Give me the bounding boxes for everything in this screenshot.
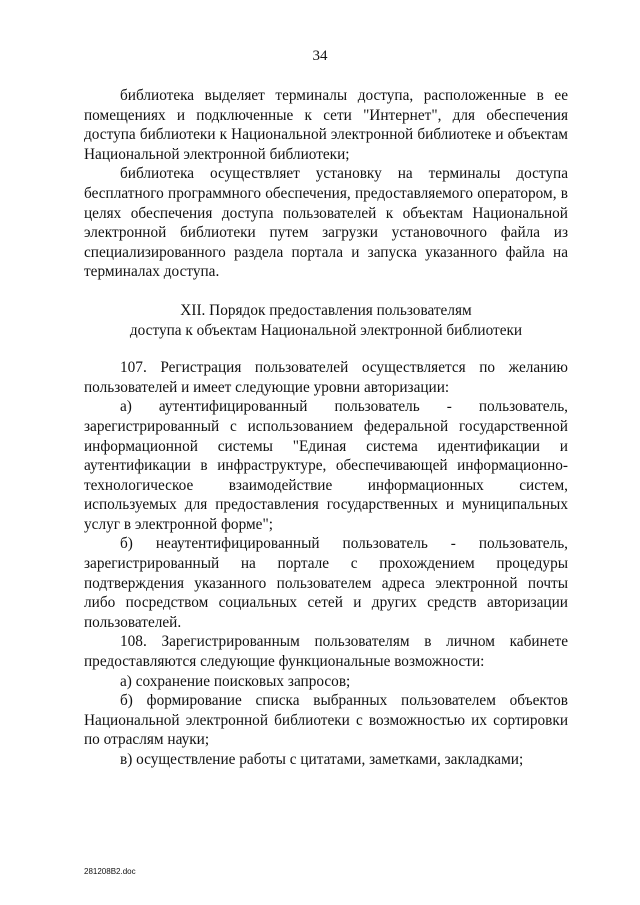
section-title-line-1: XII. Порядок предоставления пользователям (180, 301, 472, 319)
paragraph-108-a: а) сохранение поисковых запросов; (120, 672, 351, 690)
paragraph-108-c: в) осуществление работы с цитатами, заметками, закладками; (120, 751, 524, 768)
paragraph-107-a: а) аутентифицированный пользователь - пользователь, зарегистрированный с использованием федеральной государственной информационной системы "Единая система идентификации и аутентификации в инфраструктуре, обеспечивающей информационно-технологическое взаимодействие информационных систем, используемых для предоставления государственных и муниципальных услуг в электронной форме"; (84, 398, 568, 533)
paragraph-107-b: б) неаутентифицированный пользователь - пользователь, зарегистрированный на портале с прохождением процедуры подтверждения указанного пользователем адреса электронной почты либо посредством социальных сетей и других средств авторизации пользователей. (84, 535, 568, 631)
paragraph-108-b: б) формирование списка выбранных пользователем объектов Национальной электронной библиотеки с возможностью их сортировки по отраслям науки; (84, 692, 568, 749)
document-body (84, 86, 568, 770)
paragraph-terminals-access: библиотека выделяет терминалы доступа, расположенные в ее помещениях и подключенные к сети "Интернет", для обеспечения доступа библиотеки к Национальной электронной библиотеке и объектам Национальной электронной библиотеки; (84, 87, 568, 163)
paragraph-107: 107. Регистрация пользователей осуществляется по желанию пользователей и имеет следующие уровни авторизации: (84, 359, 568, 396)
paragraph-software-install: библиотека осуществляет установку на терминалы доступа бесплатного программного обеспечения, предоставляемого оператором, в целях обеспечения доступа пользователей к объектам Национальной электронной библиотеки путем загрузки установочного файла из специализированного раздела портала и запуска указанного файла на терминалах доступа. (84, 165, 568, 281)
page-number: 34 (312, 48, 328, 64)
paragraph-108: 108. Зарегистрированным пользователям в личном кабинете предоставляются следующие функциональные возможности: (84, 633, 568, 671)
file-footer: 281208B2.doc (84, 867, 136, 876)
section-title (84, 301, 568, 340)
section-title-line-2: доступа к объектам Национальной электронной библиотеки (129, 321, 523, 339)
